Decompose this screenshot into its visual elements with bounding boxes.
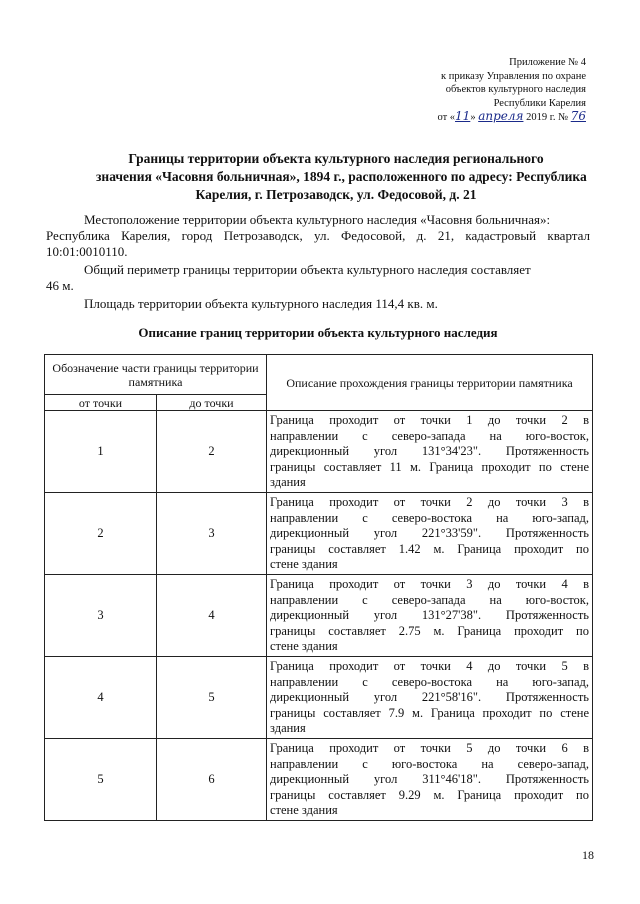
description-line: Граница проходит от точки 3 до точки 4 в xyxy=(270,577,589,591)
description-line: дирекционный угол 221°33'59". Протяженность xyxy=(270,526,589,540)
description-line: границы составляет 11 м. Граница проходит по стене xyxy=(270,459,589,474)
perimeter-line-1: Общий периметр границы территории объекта культурного наследия составляет xyxy=(84,262,531,277)
description-line: Граница проходит от точки 1 до точки 2 в xyxy=(270,413,589,427)
description-line: направлении с северо-востока на юго-запад, xyxy=(270,674,589,689)
date-prefix: от « xyxy=(437,112,456,123)
title-line-3: Карелия, г. Петрозаводск, ул. Федосовой, д. 21 xyxy=(195,187,477,202)
table-row xyxy=(45,493,593,575)
location-line-2: Республика Карелия, город Петрозаводск, ул. Федосовой, д. 21, кадастровый квартал xyxy=(46,228,590,243)
title-line-1: Границы территории объекта культурного наследия регионального xyxy=(128,151,544,166)
cell-from-point: 3 xyxy=(45,575,157,657)
cell-from-point: 1 xyxy=(45,411,157,493)
appendix-date-line xyxy=(366,110,586,125)
description-line: направлении с северо-запада на юго-восток, xyxy=(270,592,589,607)
appendix-header xyxy=(366,56,586,125)
description-line: Граница проходит от точки 4 до точки 5 в xyxy=(270,659,589,673)
description-line: направлении с северо-востока на юго-запад, xyxy=(270,510,589,525)
table-row xyxy=(45,411,593,493)
header-from-point: от точки xyxy=(45,395,157,411)
cell-description xyxy=(267,739,593,821)
cell-to-point: 4 xyxy=(157,575,267,657)
cell-description xyxy=(267,657,593,739)
header-to-point: до точки xyxy=(157,395,267,411)
cell-description xyxy=(267,411,593,493)
description-line: здания xyxy=(270,475,306,489)
description-line: дирекционный угол 131°27'38". Протяженность xyxy=(270,608,589,622)
table-row xyxy=(45,739,593,821)
handwritten-number: 76 xyxy=(570,109,586,123)
title-line-2: значения «Часовня больничная», 1894 г., расположенного по адресу: Республика xyxy=(96,169,587,184)
description-line: стене здания xyxy=(270,557,338,571)
cell-from-point: 4 xyxy=(45,657,157,739)
date-year: 2019 г. № xyxy=(526,112,569,123)
cell-from-point: 5 xyxy=(45,739,157,821)
header-group: Обозначение части границы территории памятника xyxy=(45,355,267,395)
borders-table xyxy=(44,354,593,821)
handwritten-month: апреля xyxy=(478,109,524,123)
description-line: Граница проходит от точки 2 до точки 3 в xyxy=(270,495,589,509)
description-line: дирекционный угол 311°46'18". Протяженность xyxy=(270,772,589,786)
cell-to-point: 6 xyxy=(157,739,267,821)
area-line: Площадь территории объекта культурного наследия 114,4 кв. м. xyxy=(84,296,438,311)
appendix-line-2: к приказу Управления по охране xyxy=(441,70,586,82)
date-mid: » xyxy=(470,112,476,123)
description-line: направлении с юго-востока на северо-запад, xyxy=(270,756,589,771)
description-line: стене здания xyxy=(270,639,338,653)
handwritten-day: 11 xyxy=(455,109,471,123)
cell-to-point: 5 xyxy=(157,657,267,739)
cell-to-point: 2 xyxy=(157,411,267,493)
area-paragraph xyxy=(46,296,590,312)
cell-to-point: 3 xyxy=(157,493,267,575)
appendix-line-1: Приложение № 4 xyxy=(509,57,586,68)
page-number: 18 xyxy=(582,848,594,862)
perimeter-paragraph xyxy=(46,262,590,294)
location-line-3: 10:01:0010110. xyxy=(46,244,128,259)
appendix-line-3: объектов культурного наследия xyxy=(445,84,586,95)
description-line: Граница проходит от точки 5 до точки 6 в xyxy=(270,741,589,755)
description-line: дирекционный угол 221°58'16". Протяженность xyxy=(270,690,589,704)
table-row xyxy=(45,575,593,657)
description-line: дирекционный угол 131°34'23". Протяженность xyxy=(270,444,589,458)
cell-description xyxy=(267,575,593,657)
cell-description xyxy=(267,493,593,575)
table-row xyxy=(45,657,593,739)
section-title: Описание границ территории объекта культурного наследия xyxy=(138,325,498,340)
description-line: здания xyxy=(270,721,306,735)
perimeter-line-2: 46 м. xyxy=(46,278,74,293)
location-line-1: Местоположение территории объекта культурного наследия «Часовня больничная»: xyxy=(84,212,551,227)
location-paragraph xyxy=(46,212,590,260)
description-line: границы составляет 7.9 м. Граница проходит по стене xyxy=(270,705,589,720)
appendix-line-4: Республики Карелия xyxy=(493,97,586,109)
description-line: границы составляет 2.75 м. Граница проходит по xyxy=(270,623,589,638)
description-line: границы составляет 9.29 м. Граница проходит по xyxy=(270,787,589,802)
cell-from-point: 2 xyxy=(45,493,157,575)
header-description: Описание прохождения границы территории памятника xyxy=(267,355,593,411)
description-line: стене здания xyxy=(270,803,338,817)
description-line: направлении с северо-запада на юго-восток, xyxy=(270,428,589,443)
description-line: границы составляет 1.42 м. Граница проходит по xyxy=(270,541,589,556)
document-title xyxy=(96,150,587,204)
